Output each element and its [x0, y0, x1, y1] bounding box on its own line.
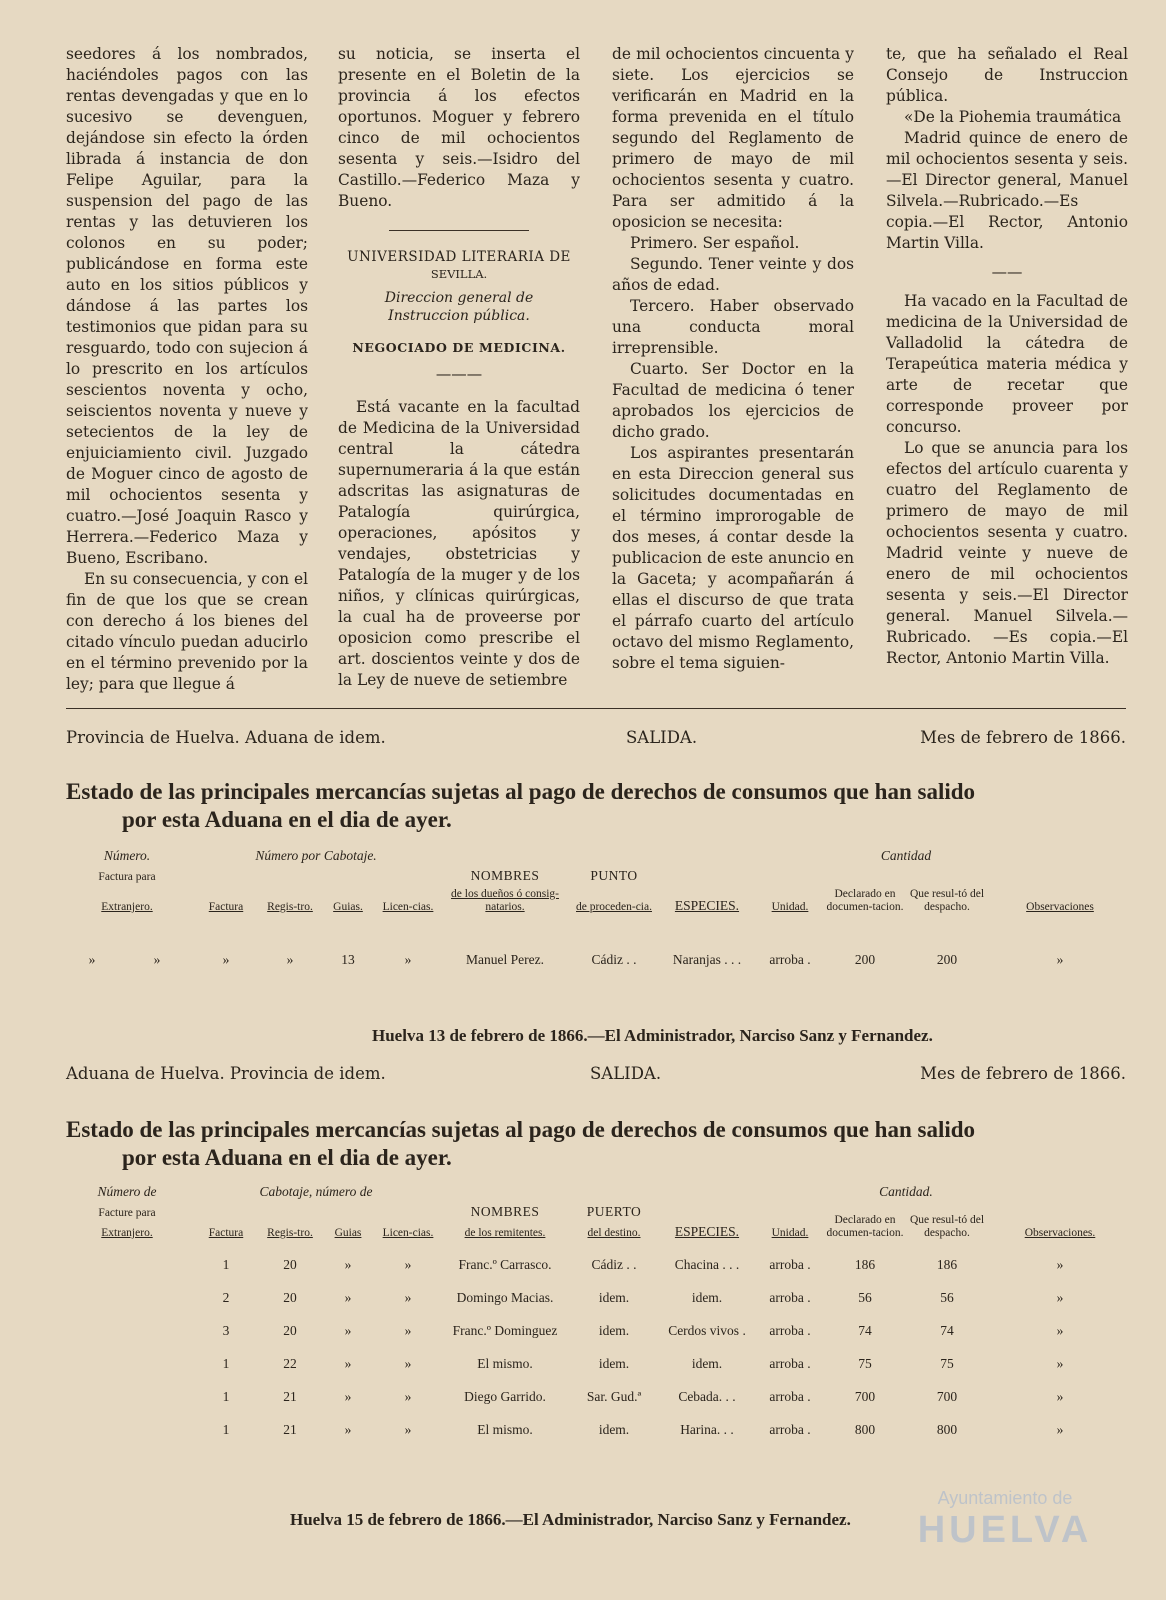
column-4-paragraph: Lo que se anuncia para los efectos del artículo cuarenta y cuatro del Reglamento de primero de mayo de mil ochocientos sesenta y cuatro. Madrid veinte y nueve de enero de mil ochocientos sesenta y seis.—El Director general. Manuel Silvela.—Rubricado. —Es copia.—El Rector, Antonio Martin Villa. — [886, 439, 1128, 667]
cell: 1 — [222, 1257, 230, 1272]
hdr-factura-para: Facture para — [98, 1207, 156, 1219]
cell: 22 — [283, 1356, 297, 1371]
hdr-nombres-sub: de los remitentes. — [464, 1227, 546, 1239]
group-numero: Número. — [103, 848, 151, 863]
cell: 186 — [936, 1257, 958, 1272]
archive-stamp — [890, 1488, 1120, 1552]
cell: Cádiz . . — [591, 952, 637, 967]
cell: 1 — [222, 1422, 230, 1437]
section1-title-line2: por esta Aduana en el dia de ayer. — [122, 807, 452, 832]
hdr-obs: Observaciones — [1026, 901, 1094, 913]
section1-title — [66, 778, 1126, 834]
cell: Domingo Macias. — [456, 1290, 554, 1305]
column-3-paragraph: de mil ochocientos cincuenta y siete. Los ejercicios se verificarán en Madrid en la forma prevenida en el título segundo del Reglamento de primero de mayo de mil ochocientos sesenta y cuatro. Para ser admitido á la oposicion se necesita: — [612, 45, 854, 231]
hdr-guias: Guias. — [333, 901, 363, 913]
cell: arroba . — [769, 952, 811, 967]
cell: idem. — [598, 1290, 630, 1305]
column-2-paragraph-1: su noticia, se inserta el presente en el Boletin de la provincia á los efectos oportunos. Moguer y febrero cinco de mil ochocientos sesenta y seis.—Isidro del Castillo.—Federico Maza y Bueno. — [338, 45, 580, 210]
column-3-paragraph: Los aspirantes presentarán en esta Direccion general sus solicitudes documentadas en el término improrogable de dos meses, á contar desde la publicacion de este anuncio en la Gaceta; y acompañarán á ellas el discurso de que trata el párrafo cuarto del artículo octavo del mismo Reglamento, sobre el tema siguien- — [612, 444, 854, 672]
cell: arroba . — [769, 1356, 811, 1371]
hdr-nombres: NOMBRES — [470, 1204, 540, 1219]
cell: Cebada. . . — [678, 1389, 736, 1404]
cell: » — [222, 952, 230, 967]
cell: idem. — [691, 1356, 723, 1371]
cell: 20 — [283, 1290, 297, 1305]
hdr-especies: ESPECIES. — [674, 1224, 740, 1239]
direction-heading: Direccion general de Instruccion pública. — [384, 290, 534, 324]
hdr-factura: Factura — [208, 1227, 244, 1239]
cell: Manuel Perez. — [466, 952, 544, 967]
divider — [389, 230, 529, 231]
cell: Cerdos vivos . — [668, 1323, 746, 1338]
column-1 — [66, 44, 308, 695]
cell: arroba . — [769, 1422, 811, 1437]
cell: idem. — [598, 1422, 630, 1437]
hdr-resulto: Que resul-tó del despacho. — [909, 888, 985, 913]
section2-left: Aduana de Huelva. Provincia de idem. — [66, 1064, 386, 1083]
table-row — [62, 1308, 1132, 1341]
cell: » — [344, 1422, 352, 1437]
cell: arroba . — [769, 1290, 811, 1305]
cell: 186 — [854, 1257, 876, 1272]
cell — [62, 1374, 192, 1407]
cell: » — [88, 952, 96, 967]
group-numero: Número de — [97, 1184, 157, 1199]
cell: 74 — [858, 1323, 872, 1338]
hdr-puerto: PUERTO — [586, 1204, 642, 1219]
column-2 — [338, 44, 580, 691]
cell — [62, 1308, 192, 1341]
section1-right: Mes de febrero de 1866. — [920, 728, 1126, 747]
negociado-heading: NEGOCIADO DE MEDICINA. — [352, 340, 566, 355]
section2-mid: SALIDA. — [590, 1064, 662, 1083]
cell: 200 — [854, 952, 876, 967]
table-row — [62, 1275, 1132, 1308]
cell: idem. — [598, 1323, 630, 1338]
column-4 — [886, 44, 1128, 669]
section1-title-line1: Estado de las principales mercancías sujetas al pago de derechos de consumos que han salido — [66, 779, 976, 804]
cell: » — [1056, 1290, 1064, 1305]
cell: idem. — [691, 1290, 723, 1305]
cell: » — [344, 1356, 352, 1371]
cell: 700 — [936, 1389, 958, 1404]
group-cabotaje: Cabotaje, número de — [259, 1184, 373, 1199]
cell: » — [1056, 1257, 1064, 1272]
cell — [62, 1341, 192, 1374]
section2-title-line1: Estado de las principales mercancías sujetas al pago de derechos de consumos que han salido — [66, 1117, 976, 1142]
column-4-paragraph: «De la Piohemia traumática — [904, 108, 1122, 126]
cell: 13 — [341, 952, 355, 967]
stamp-line2: HUELVA — [917, 1509, 1093, 1551]
cell: arroba . — [769, 1389, 811, 1404]
table-row — [62, 1374, 1132, 1407]
cell: » — [344, 1389, 352, 1404]
hdr-punto: PUNTO — [590, 868, 638, 883]
cell: » — [404, 1422, 412, 1437]
hdr-licencias: Licen-cias. — [382, 1227, 434, 1239]
cell: 2 — [222, 1290, 230, 1305]
column-1-paragraph-2: En su consecuencia, y con el fin de que los que se crean con derecho á los bienes del citado vínculo puedan aducirlo en el término prevenido por la ley; para que llegue á — [66, 570, 308, 693]
cell: 75 — [940, 1356, 954, 1371]
cell: Diego Garrido. — [464, 1389, 546, 1404]
column-2-paragraph-2: Está vacante en la facultad de Medicina de la Universidad central la cátedra supernumeraria á la que están adscritas las asignaturas de Patalogía quirúrgica, operaciones, apósitos y vendajes, obstetricias y Patalogía de la muger y de los niños, y clínicas quirúrgicas, la cual ha de proveerse por oposicion como prescribe el art. doscientos veinte y dos de la Ley de nueve de setiembre — [338, 398, 580, 689]
cell: » — [344, 1323, 352, 1338]
cell: El mismo. — [477, 1356, 533, 1371]
cell: » — [404, 1323, 412, 1338]
section2-right: Mes de febrero de 1866. — [920, 1064, 1126, 1083]
column-3-paragraph: Cuarto. Ser Doctor en la Facultad de medicina ó tener aprobados los ejercicios de dicho grado. — [612, 360, 854, 441]
section2-footer: Huelva 15 de febrero de 1866.—El Administrador, Narciso Sanz y Fernandez. — [290, 1510, 851, 1529]
cell: 20 — [283, 1257, 297, 1272]
cell: » — [1056, 1422, 1064, 1437]
hdr-factura: Factura — [208, 901, 244, 913]
hdr-resulto: Que resul-tó del despacho. — [909, 1214, 985, 1239]
column-3-paragraph: Tercero. Haber observado una conducta moral irreprensible. — [612, 297, 854, 357]
cell — [62, 1242, 192, 1275]
cell — [62, 1407, 192, 1440]
hdr-puerto-sub: del destino. — [587, 1227, 641, 1239]
cell: » — [286, 952, 294, 967]
cell: Franc.º Dominguez — [452, 1323, 558, 1338]
column-4-paragraph: Madrid quince de enero de mil ochocientos sesenta y seis.—El Director general, Manuel Silvela.—Rubricado.—Es copia.—El Rector, Antonio Martin Villa. — [886, 129, 1128, 252]
cell: idem. — [598, 1356, 630, 1371]
column-3 — [612, 44, 854, 674]
hdr-declarado: Declarado en documen-tacion. — [826, 888, 904, 913]
table-row — [62, 1242, 1132, 1275]
cell: 21 — [283, 1422, 297, 1437]
cell: 74 — [940, 1323, 954, 1338]
cell: 1 — [222, 1356, 230, 1371]
hdr-licencias: Licen-cias. — [382, 901, 434, 913]
cell: Harina. . . — [680, 1422, 734, 1437]
section1-mid: SALIDA. — [626, 728, 698, 747]
hdr-nombres: NOMBRES — [470, 868, 540, 883]
cell: » — [404, 952, 412, 967]
cell: » — [1056, 1389, 1064, 1404]
university-heading: UNIVERSIDAD LITERARIA DE — [347, 249, 571, 265]
cell: » — [404, 1290, 412, 1305]
cell: » — [1056, 1323, 1064, 1338]
separator: —— — [991, 263, 1023, 281]
cell: 800 — [854, 1422, 876, 1437]
table-row — [62, 916, 1132, 970]
stamp-line1: Ayuntamiento de — [937, 1488, 1073, 1508]
section2-table — [62, 1182, 1132, 1440]
hdr-declarado: Declarado en documen-tacion. — [826, 1214, 904, 1239]
cell: 700 — [854, 1389, 876, 1404]
column-3-paragraph: Segundo. Tener veinte y dos años de edad. — [612, 255, 854, 294]
cell: » — [344, 1257, 352, 1272]
cell: 56 — [940, 1290, 954, 1305]
cell: 200 — [936, 952, 958, 967]
table-row — [62, 1341, 1132, 1374]
hdr-extranjero: Extranjero. — [101, 1227, 153, 1239]
hdr-guias: Guias — [334, 1227, 362, 1239]
cell: 1 — [222, 1389, 230, 1404]
cell: El mismo. — [477, 1422, 533, 1437]
column-1-paragraph-1: seedores á los nombrados, haciéndoles pagos con las rentas devengadas y que en lo sucesivo se devenguen, dejándose sin efecto la órden librada á instancia de don Felipe Aguilar, para la suspension del pago de las rentas y las detuvieren los colonos en su poder; publicándose en forma este auto en los sitios públicos y dándose á las partes los testimonios que pidan para su resguardo, todo con sujecion á lo prescrito en los artículos sescientos noventa y ocho, seiscientos noventa y nueve y setecientos de la ley de enjuiciamiento civil. Juzgado de Moguer cinco de agosto de mil ochocientos sesenta y cuatro.—José Joaquin Rasco y Herrera.—Federico Maza y Bueno, Escribano. — [66, 45, 308, 567]
cell: 800 — [936, 1422, 958, 1437]
cell: arroba . — [769, 1257, 811, 1272]
cell: » — [344, 1290, 352, 1305]
section2-title — [66, 1116, 1126, 1172]
hdr-obs: Observaciones. — [1024, 1227, 1096, 1239]
table-row — [62, 1407, 1132, 1440]
hdr-unidad: Unidad. — [771, 1227, 809, 1239]
cell: » — [153, 952, 161, 967]
cell: Naranjas . . . — [672, 952, 742, 967]
hdr-unidad: Unidad. — [771, 901, 809, 913]
hdr-punto-sub: de proceden-cia. — [576, 901, 652, 913]
cell: 56 — [858, 1290, 872, 1305]
cell: 21 — [283, 1389, 297, 1404]
section1-footer: Huelva 13 de febrero de 1866.—El Administrador, Narciso Sanz y Fernandez. — [372, 1026, 933, 1045]
cell: 3 — [222, 1323, 230, 1338]
hdr-registro: Regis-tro. — [267, 901, 313, 913]
hdr-especies: ESPECIES. — [674, 898, 740, 913]
cell: » — [1056, 952, 1064, 967]
group-cantidad: Cantidad. — [879, 1184, 933, 1199]
group-cabotaje: Número por Cabotaje. — [255, 848, 377, 863]
cell: Franc.º Carrasco. — [458, 1257, 552, 1272]
hdr-nombres-sub: de los dueños ó consig-natarios. — [451, 888, 559, 913]
separator: ——— — [435, 365, 483, 383]
hdr-extranjero: Extranjero. — [101, 901, 153, 913]
cell: 20 — [283, 1323, 297, 1338]
column-4-paragraph: Ha vacado en la Facultad de medicina de la Universidad de Valladolid la cátedra de Terapeútica materia médica y arte de recetar que corresponde proveer por concurso. — [886, 292, 1128, 436]
cell: » — [404, 1389, 412, 1404]
cell: » — [404, 1356, 412, 1371]
hdr-factura-para: Factura para — [98, 871, 156, 883]
cell: » — [1056, 1356, 1064, 1371]
column-4-paragraph: te, que ha señalado el Real Consejo de Instruccion pública. — [886, 45, 1128, 105]
hdr-registro: Regis-tro. — [267, 1227, 313, 1239]
group-cantidad: Cantidad — [880, 848, 932, 863]
rule — [66, 708, 1126, 709]
cell: Sar. Gud.ª — [586, 1389, 642, 1404]
section1-left: Provincia de Huelva. Aduana de idem. — [66, 728, 386, 747]
university-city: SEVILLA. — [430, 267, 488, 281]
cell: Cádiz . . — [591, 1257, 637, 1272]
section1-table — [62, 846, 1132, 970]
cell: arroba . — [769, 1323, 811, 1338]
column-3-paragraph: Primero. Ser español. — [630, 234, 800, 252]
cell: Chacina . . . — [674, 1257, 740, 1272]
cell: 75 — [858, 1356, 872, 1371]
cell: » — [404, 1257, 412, 1272]
cell — [62, 1275, 192, 1308]
section2-title-line2: por esta Aduana en el dia de ayer. — [122, 1145, 452, 1170]
